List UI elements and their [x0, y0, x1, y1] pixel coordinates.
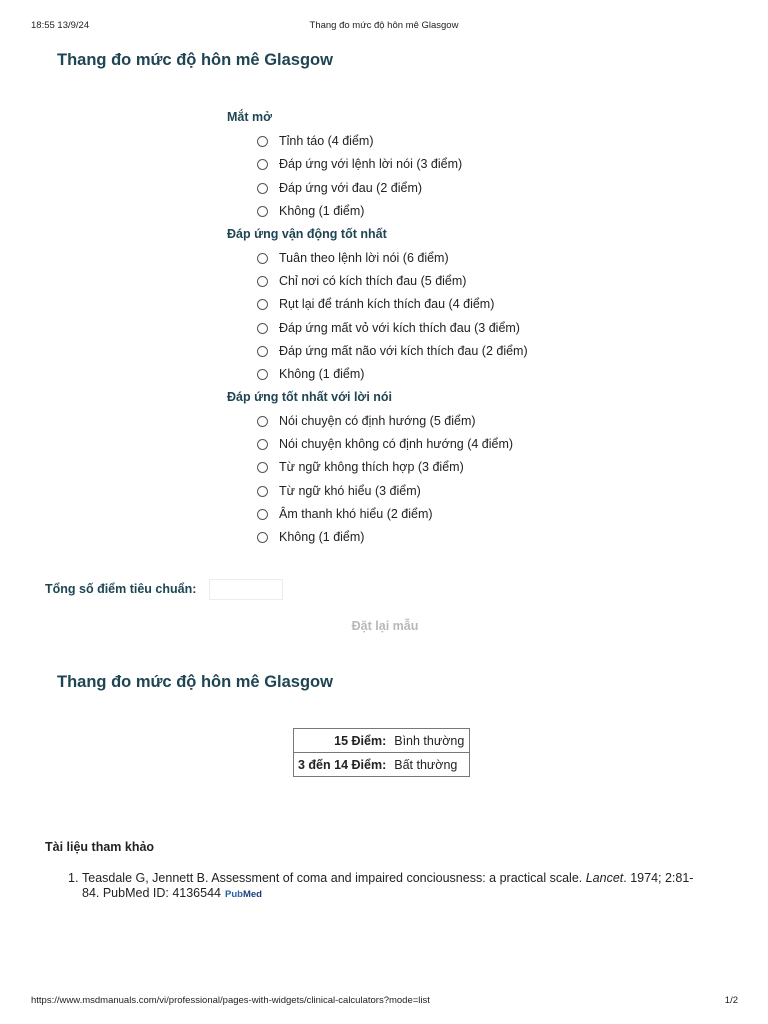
- score-range: 15 Điểm:: [294, 729, 393, 753]
- option-label: Đáp ứng mất não với kích thích đau (2 điểm): [279, 344, 528, 358]
- print-page-title: Thang đo mức độ hôn mê Glasgow: [309, 20, 459, 31]
- option-motor-4[interactable]: [257, 295, 494, 313]
- reference-text-main: Teasdale G, Jennett B. Assessment of coma and impaired conciousness: a practical scale.: [82, 871, 586, 885]
- reset-form-button[interactable]: Đặt lại mẫu: [351, 619, 419, 633]
- radio-button[interactable]: [257, 532, 268, 543]
- reference-number: 1.: [68, 871, 79, 885]
- print-page-number: 1/2: [724, 995, 738, 1006]
- score-range: 3 đến 14 Điểm:: [294, 753, 393, 777]
- option-label: Chỉ nơi có kích thích đau (5 điểm): [279, 274, 467, 288]
- table-row: [294, 753, 470, 777]
- radio-button[interactable]: [257, 159, 268, 170]
- option-label: Âm thanh khó hiểu (2 điểm): [279, 507, 433, 521]
- radio-button[interactable]: [257, 462, 268, 473]
- pubmed-logo-part: Pub: [225, 889, 243, 900]
- radio-button[interactable]: [257, 323, 268, 334]
- score-meaning: Bất thường: [392, 753, 470, 777]
- radio-button[interactable]: [257, 136, 268, 147]
- option-label: Nói chuyện có định hướng (5 điểm): [279, 414, 476, 428]
- option-label: Không (1 điểm): [279, 367, 365, 381]
- pubmed-logo-part: Med: [242, 889, 262, 900]
- table-row: [294, 729, 470, 753]
- option-verbal-1[interactable]: [257, 528, 364, 546]
- option-label: Đáp ứng với lệnh lời nói (3 điểm): [279, 157, 463, 171]
- radio-button[interactable]: [257, 253, 268, 264]
- interpretation-table: [293, 728, 470, 777]
- radio-button[interactable]: [257, 183, 268, 194]
- print-datetime: 18:55 13/9/24: [31, 20, 90, 31]
- option-eye-4[interactable]: [257, 132, 373, 150]
- reference-details: . 1974; 2:81-84. PubMed ID: 4136544: [82, 871, 694, 900]
- option-label: Tuân theo lệnh lời nói (6 điểm): [279, 251, 449, 265]
- option-motor-6[interactable]: [257, 249, 449, 267]
- option-label: Đáp ứng mất vỏ với kích thích đau (3 điểm): [279, 321, 520, 335]
- option-motor-2[interactable]: [257, 342, 528, 360]
- option-label: Đáp ứng với đau (2 điểm): [279, 181, 423, 195]
- interpretation-title: Thang đo mức độ hôn mê Glasgow: [57, 673, 333, 691]
- total-score-label: Tổng số điểm tiêu chuẩn:: [45, 582, 197, 596]
- radio-button[interactable]: [257, 369, 268, 380]
- radio-button[interactable]: [257, 276, 268, 287]
- group-label-motor: Đáp ứng vận động tốt nhất: [227, 227, 387, 241]
- radio-button[interactable]: [257, 416, 268, 427]
- option-verbal-5[interactable]: [257, 412, 476, 430]
- option-label: Từ ngữ không thích hợp (3 điểm): [279, 460, 464, 474]
- option-label: Không (1 điểm): [279, 204, 365, 218]
- option-label: Không (1 điểm): [279, 530, 365, 544]
- option-verbal-4[interactable]: [257, 435, 513, 453]
- radio-button[interactable]: [257, 299, 268, 310]
- reference-item: [68, 871, 708, 902]
- radio-button[interactable]: [257, 346, 268, 357]
- option-eye-3[interactable]: [257, 155, 462, 173]
- print-url: https://www.msdmanuals.com/vi/professional/pages-with-widgets/clinical-calculators?mode=list: [31, 995, 430, 1006]
- radio-button[interactable]: [257, 509, 268, 520]
- group-label-eye: Mắt mở: [227, 110, 273, 124]
- option-verbal-2[interactable]: [257, 505, 433, 523]
- group-label-verbal: Đáp ứng tốt nhất với lời nói: [227, 390, 393, 404]
- reference-text: [82, 871, 708, 902]
- reference-journal: Lancet: [585, 871, 624, 885]
- references-title: Tài liệu tham khảo: [45, 840, 155, 854]
- pubmed-logo-icon[interactable]: [225, 889, 262, 900]
- option-label: Từ ngữ khó hiểu (3 điểm): [279, 484, 421, 498]
- option-motor-3[interactable]: [257, 319, 520, 337]
- option-motor-5[interactable]: [257, 272, 466, 290]
- option-label: Rụt lại để tránh kích thích đau (4 điểm): [279, 297, 495, 311]
- option-label: Nói chuyện không có định hướng (4 điểm): [279, 437, 514, 451]
- option-eye-1[interactable]: [257, 202, 364, 220]
- radio-button[interactable]: [257, 439, 268, 450]
- total-score-field[interactable]: [209, 579, 283, 600]
- option-verbal-3b[interactable]: [257, 482, 421, 500]
- option-label: Tỉnh táo (4 điểm): [279, 134, 374, 148]
- option-motor-1[interactable]: [257, 365, 364, 383]
- radio-button[interactable]: [257, 486, 268, 497]
- option-verbal-3a[interactable]: [257, 458, 464, 476]
- option-eye-2[interactable]: [257, 179, 422, 197]
- score-meaning: Bình thường: [392, 729, 470, 753]
- calculator-title: Thang đo mức độ hôn mê Glasgow: [57, 51, 333, 69]
- radio-button[interactable]: [257, 206, 268, 217]
